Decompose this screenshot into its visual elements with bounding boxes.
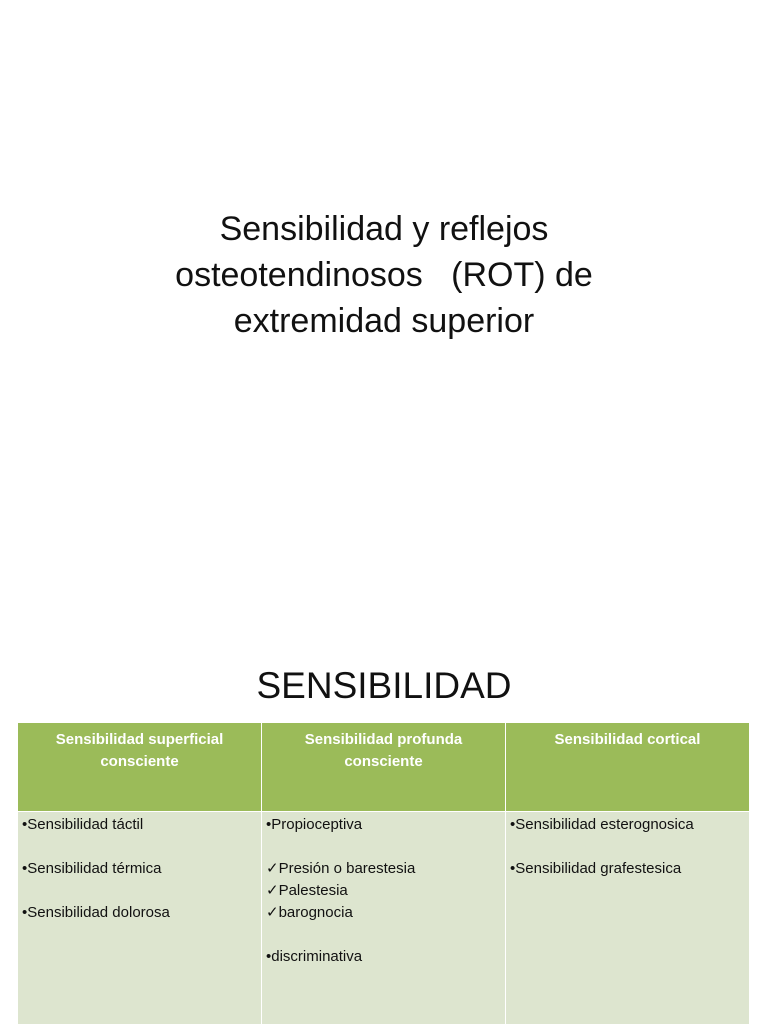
table-header-row	[18, 723, 750, 812]
header-profunda: Sensibilidad profunda consciente	[262, 723, 506, 812]
slide-title-line: extremidad superior	[233, 302, 535, 340]
section-heading: SENSIBILIDAD	[256, 665, 512, 706]
list-item: •Sensibilidad táctil	[22, 816, 144, 833]
slide-title	[0, 206, 768, 344]
sensibility-table	[17, 722, 750, 1025]
cell-cortical	[506, 812, 750, 1025]
list-item: •discriminativa	[266, 948, 363, 965]
header-superficial: Sensibilidad superficial consciente	[18, 723, 262, 812]
list-item: •Sensibilidad grafestesica	[510, 860, 682, 877]
checklist-item: ✓Palestesia	[266, 882, 348, 899]
list-item: •Propioceptiva	[266, 816, 363, 833]
header-cortical: Sensibilidad cortical	[506, 723, 750, 812]
list-item: •Sensibilidad térmica	[22, 860, 162, 877]
list-item: •Sensibilidad dolorosa	[22, 904, 170, 921]
cell-profunda	[262, 812, 506, 1025]
slide-title-line: osteotendinosos (ROT) de	[175, 256, 593, 294]
checklist-item: ✓barognocia	[266, 904, 353, 921]
slide-title-line: Sensibilidad y reflejos	[219, 210, 549, 248]
table-row	[18, 812, 750, 1025]
list-item: •Sensibilidad esterognosica	[510, 816, 694, 833]
checklist-item: ✓Presión o barestesia	[266, 860, 416, 877]
cell-superficial	[18, 812, 262, 1025]
